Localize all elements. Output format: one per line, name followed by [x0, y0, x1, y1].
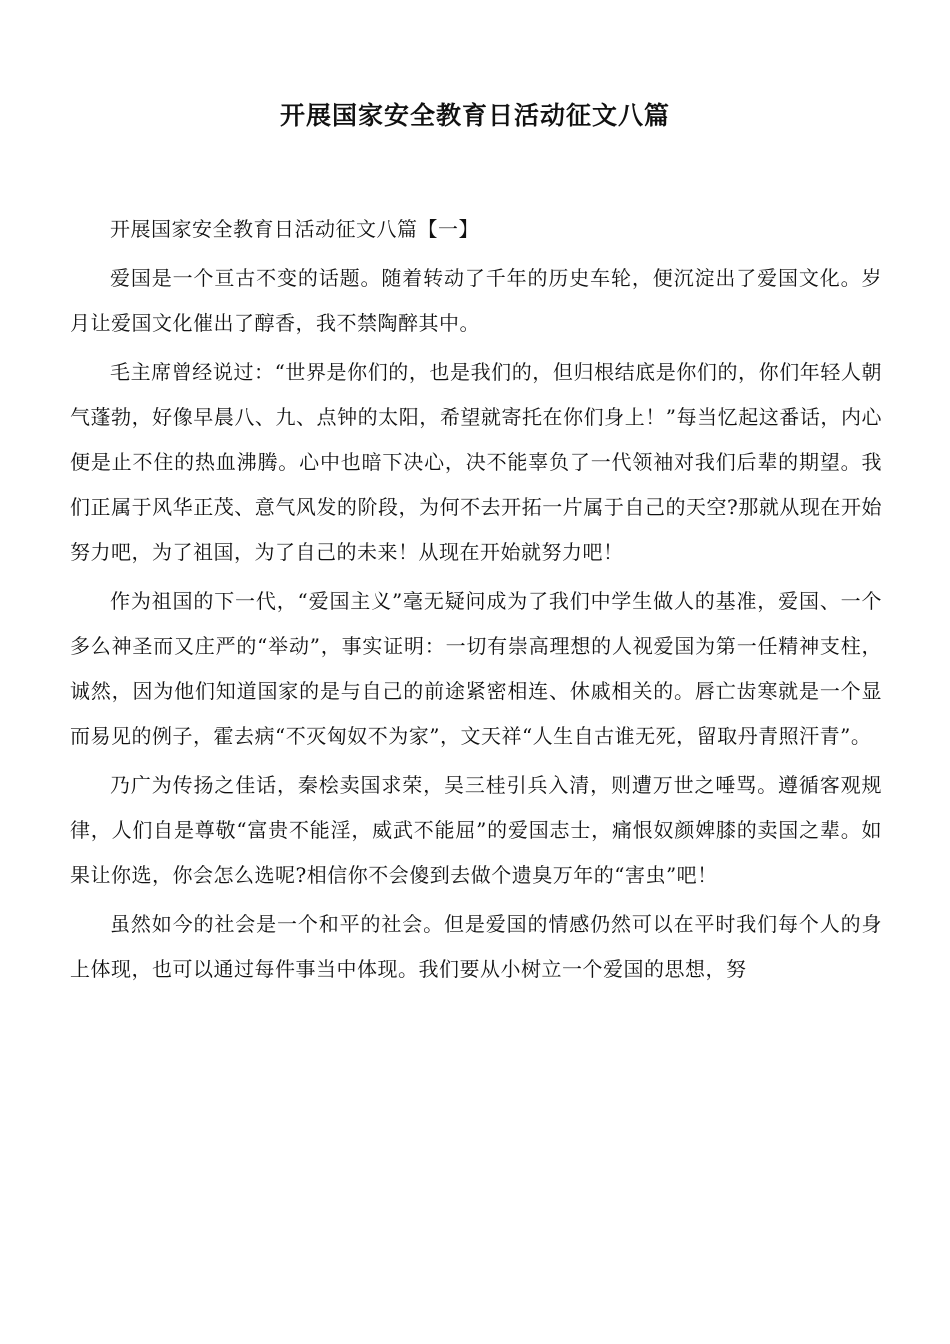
paragraph: 毛主席曾经说过：“世界是你们的，也是我们的，但归根结底是你们的，你们年轻人朝气蓬勃，好像早晨八、九、点钟的太阳，希望就寄托在你们身上！”每当忆起这番话，内心便是止不住的热血沸腾。心中也暗下决心，决不能辜负了一代领袖对我们后辈的期望。我们正属于风华正茂、意气风发的阶段，为何不去开拓一片属于自己的天空?那就从现在开始努力吧，为了祖国，为了自己的未来！从现在开始就努力吧！ [70, 360, 882, 564]
paragraph: 作为祖国的下一代，“爱国主义”毫无疑问成为了我们中学生做人的基准，爱国、一个多么神圣而又庄严的“举动”，事实证明：一切有崇高理想的人视爱国为第一任精神支柱，诚然，因为他们知道国家的是与自己的前途紧密相连、休戚相关的。唇亡齿寒就是一个显而易见的例子，霍去病“不灭匈奴不为家”，文天祥“人生自古谁无死，留取丹青照汗青”。 [70, 589, 882, 748]
paragraph: 乃广为传扬之佳话，秦桧卖国求荣，吴三桂引兵入清，则遭万世之唾骂。遵循客观规律，人们自是尊敬“富贵不能淫，威武不能屈”的爱国志士，痛恨奴颜婢膝的卖国之辈。如果让你选，你会怎么选呢?相信你不会傻到去做个遗臭万年的“害虫”吧！ [70, 773, 882, 887]
document-body [70, 207, 882, 996]
paragraph: 爱国是一个亘古不变的话题。随着转动了千年的历史车轮，便沉淀出了爱国文化。岁月让爱国文化催出了醇香，我不禁陶醉其中。 [70, 266, 882, 335]
section-heading: 开展国家安全教育日活动征文八篇【一】 [110, 217, 479, 241]
document-title: 开展国家安全教育日活动征文八篇 [279, 101, 670, 130]
paragraph: 虽然如今的社会是一个和平的社会。但是爱国的情感仍然可以在平时我们每个人的身上体现，也可以通过每件事当中体现。我们要从小树立一个爱国的思想，努 [70, 912, 882, 981]
